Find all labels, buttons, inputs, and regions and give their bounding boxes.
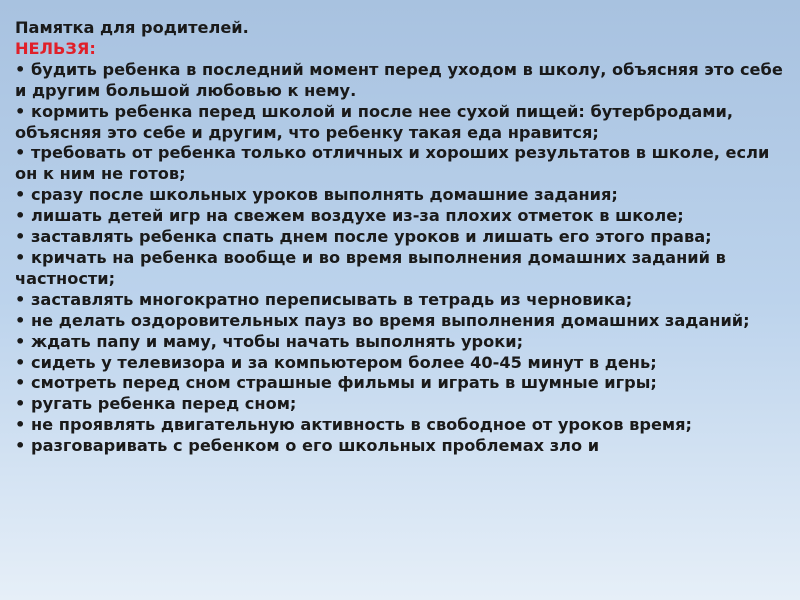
memo-text-block [15, 18, 795, 457]
memo-title: Памятка для родителей. [15, 18, 249, 37]
list-item-text: ждать папу и маму, чтобы начать выполнять уроки; [31, 331, 524, 351]
list-item [15, 60, 795, 102]
list-item-text: будить ребенка в последний момент перед уходом в школу, объясняя это себе и другим большой любовью к нему. [15, 59, 783, 100]
list-item-text: заставлять многократно переписывать в тетрадь из черновика; [31, 289, 633, 309]
list-item [15, 248, 795, 290]
list-item-text: кричать на ребенка вообще и во время выполнения домашних заданий в частности; [15, 247, 726, 288]
list-item [15, 353, 795, 374]
list-item-text: лишать детей игр на свежем воздухе из-за плохих отметок в школе; [31, 206, 684, 226]
bullet-icon: • [15, 352, 26, 372]
bullet-icon: • [15, 436, 26, 456]
list-item-text: ругать ребенка перед сном; [31, 394, 297, 414]
list-item [15, 436, 795, 457]
list-item-text: смотреть перед сном страшные фильмы и играть в шумные игры; [31, 373, 657, 393]
list-item-text: заставлять ребенка спать днем после уроков и лишать его этого права; [31, 227, 712, 247]
list-item-text: не делать оздоровительных пауз во время выполнения домашних заданий; [31, 310, 750, 330]
bullet-icon: • [15, 331, 26, 351]
bullet-icon: • [15, 185, 26, 205]
bullet-icon: • [15, 310, 26, 330]
bullet-icon: • [15, 289, 26, 309]
list-item-text: сидеть у телевизора и за компьютером более 40-45 минут в день; [31, 352, 657, 372]
warning-label: НЕЛЬЗЯ: [15, 38, 96, 58]
bullet-icon: • [15, 143, 26, 163]
list-item [15, 373, 795, 394]
list-item-text: разговаривать с ребенком о его школьных проблемах зло и [31, 436, 600, 456]
list-item [15, 206, 795, 227]
bullet-icon: • [15, 394, 26, 414]
list-item [15, 290, 795, 311]
list-item-text: требовать от ребенка только отличных и хороших результатов в школе, если он к ним не готов; [15, 143, 770, 184]
bullet-icon: • [15, 59, 26, 79]
list-item [15, 143, 795, 185]
list-item [15, 332, 795, 353]
bullet-icon: • [15, 206, 26, 226]
list-item [15, 311, 795, 332]
list-item-text: сразу после школьных уроков выполнять домашние задания; [31, 185, 618, 205]
list-item [15, 394, 795, 415]
list-item-text: не проявлять двигательную активность в свободное от уроков время; [31, 415, 693, 435]
list-item-text: кормить ребенка перед школой и после нее сухой пищей: бутербродами, объясняя это себе и другим, что ребенку такая еда нравится; [15, 101, 733, 142]
list-item [15, 185, 795, 206]
list-item [15, 102, 795, 144]
bullet-icon: • [15, 227, 26, 247]
bullet-icon: • [15, 247, 26, 267]
bullet-icon: • [15, 415, 26, 435]
list-item [15, 415, 795, 436]
bullet-icon: • [15, 373, 26, 393]
list-item [15, 227, 795, 248]
bullet-icon: • [15, 101, 26, 121]
